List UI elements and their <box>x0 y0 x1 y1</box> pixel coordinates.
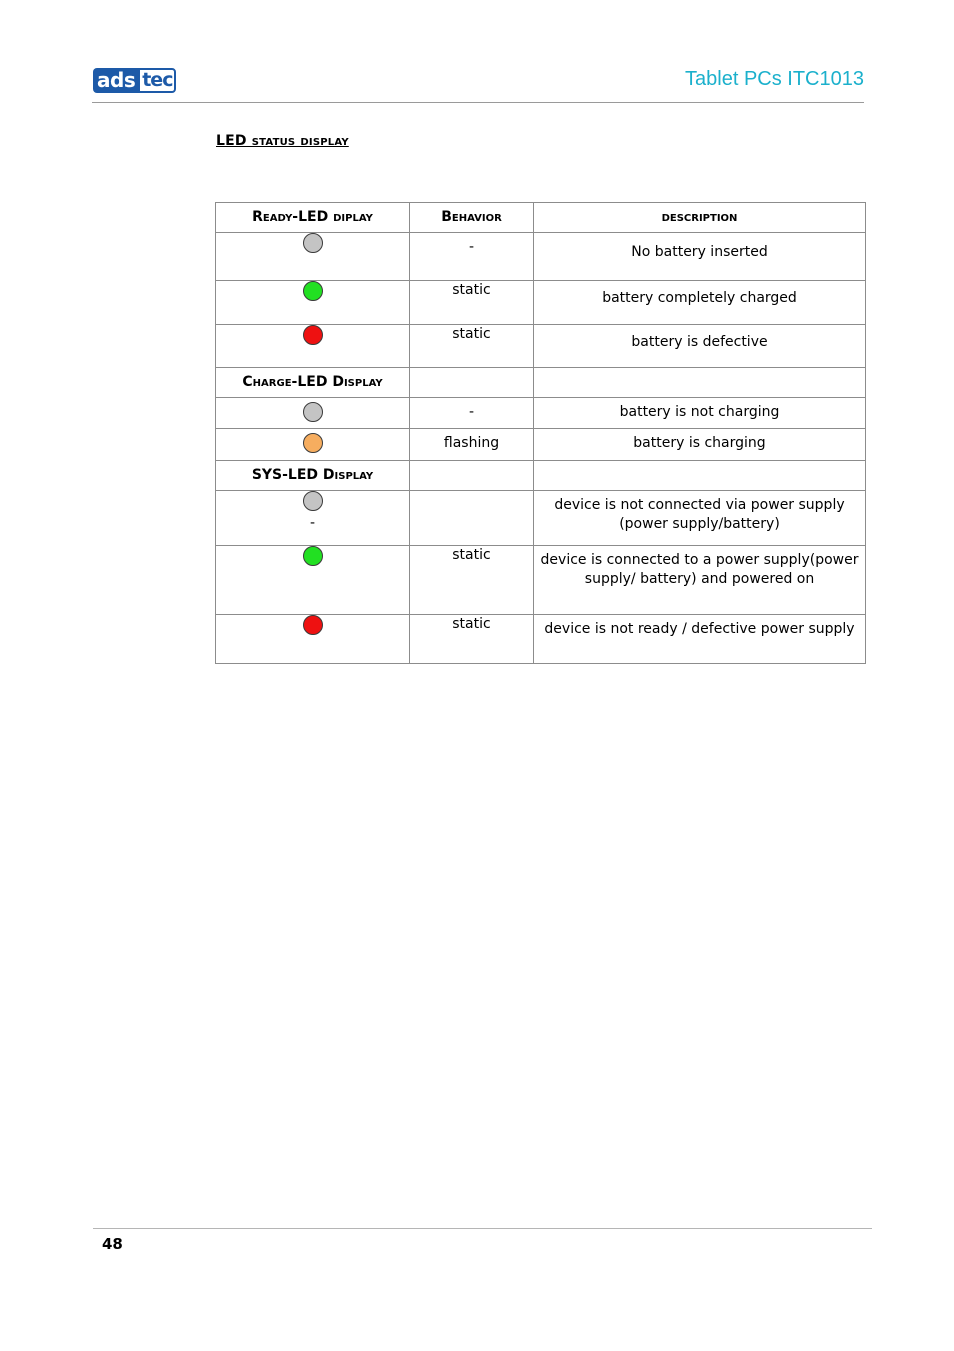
green-led-icon <box>303 546 323 566</box>
table-row <box>216 615 866 664</box>
behavior-cell: static <box>410 615 534 664</box>
behavior-cell: - <box>410 398 534 429</box>
red-led-icon <box>303 615 323 635</box>
table-row <box>216 398 866 429</box>
led-cell <box>216 491 410 546</box>
behavior-cell: static <box>410 325 534 368</box>
led-status-table <box>215 202 866 664</box>
col-header-led: Ready-LED diplay <box>216 203 410 233</box>
col-header-behavior: Behavior <box>410 203 534 233</box>
description-cell: device is not connected via power supply (power supply/battery) <box>534 491 866 546</box>
gray-led-icon <box>303 233 323 253</box>
empty-cell <box>534 461 866 491</box>
header-divider <box>92 102 864 103</box>
logo-ads: ads <box>93 68 138 93</box>
behavior-cell <box>410 491 534 546</box>
sys-led-heading: SYS-LED Display <box>216 461 410 491</box>
table-row <box>216 325 866 368</box>
description-cell: battery is charging <box>534 429 866 461</box>
behavior-cell: - <box>410 233 534 281</box>
behavior-cell: flashing <box>410 429 534 461</box>
table-row <box>216 281 866 325</box>
gray-led-icon <box>303 402 323 422</box>
description-cell: battery completely charged <box>534 281 866 325</box>
sys-led-heading-row <box>216 461 866 491</box>
charge-led-heading: Charge-LED Display <box>216 368 410 398</box>
description-cell: battery is defective <box>534 325 866 368</box>
adstec-logo <box>93 68 177 93</box>
table-row <box>216 491 866 546</box>
empty-cell <box>410 368 534 398</box>
description-cell: device is not ready / defective power supply <box>534 615 866 664</box>
table-row <box>216 546 866 615</box>
empty-cell <box>534 368 866 398</box>
empty-cell <box>410 461 534 491</box>
document-title: Tablet PCs ITC1013 <box>685 68 864 90</box>
led-cell <box>216 398 410 429</box>
description-cell: No battery inserted <box>534 233 866 281</box>
table-row <box>216 429 866 461</box>
led-cell <box>216 429 410 461</box>
led-cell <box>216 546 410 615</box>
table-header-row <box>216 203 866 233</box>
section-title: LED status display <box>216 133 349 149</box>
led-cell <box>216 233 410 281</box>
charge-led-heading-row <box>216 368 866 398</box>
led-cell <box>216 615 410 664</box>
table-row <box>216 233 866 281</box>
led-cell <box>216 325 410 368</box>
red-led-icon <box>303 325 323 345</box>
green-led-icon <box>303 281 323 301</box>
led-note: - <box>309 515 316 531</box>
gray-led-icon <box>303 491 323 511</box>
led-cell <box>216 281 410 325</box>
page-number: 48 <box>102 1235 123 1253</box>
description-cell: device is connected to a power supply(power supply/ battery) and powered on <box>534 546 866 615</box>
description-cell: battery is not charging <box>534 398 866 429</box>
orange-led-icon <box>303 433 323 453</box>
behavior-cell: static <box>410 281 534 325</box>
behavior-cell: static <box>410 546 534 615</box>
logo-tec: tec <box>138 68 176 93</box>
col-header-description: description <box>534 203 866 233</box>
footer-divider <box>93 1228 872 1229</box>
